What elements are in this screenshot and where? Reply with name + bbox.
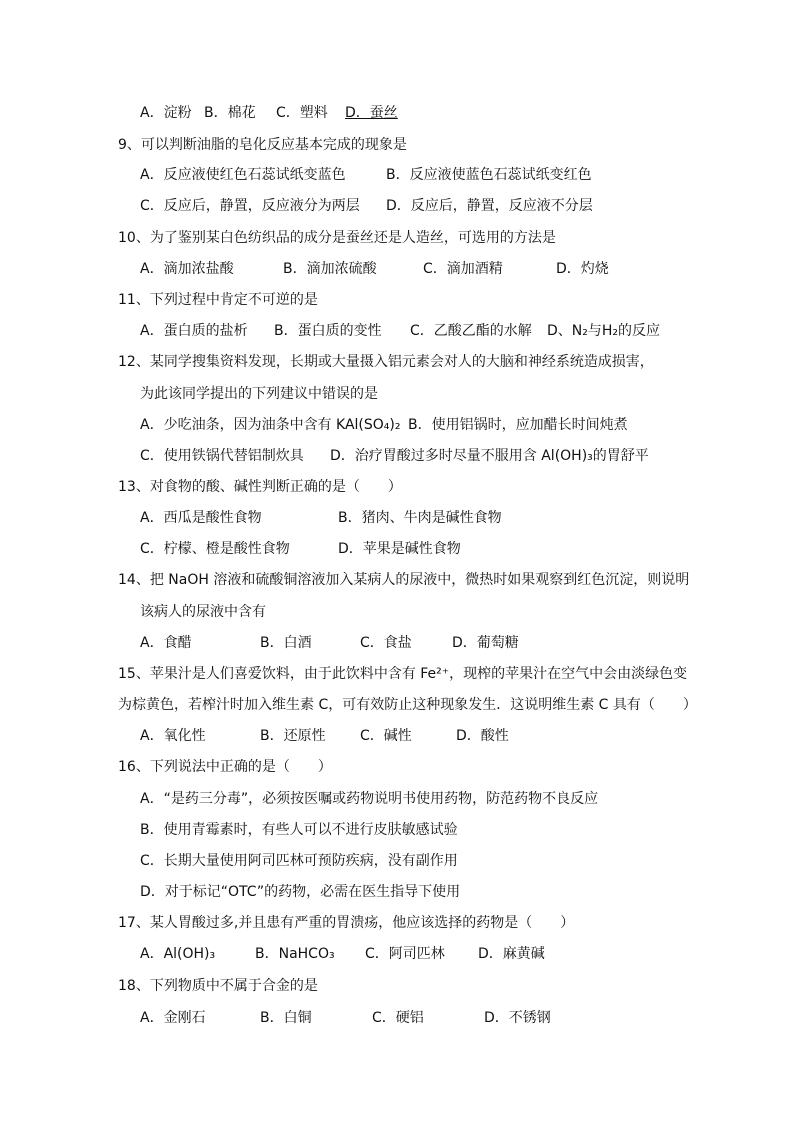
q13-option-c: C．柠檬、橙是酸性食物 [140,541,290,557]
q17-option-b: B．NaHCO₃ [255,946,335,962]
question-12-stem: 12、某同学搜集资料发现，长期或大量摄入铝元素会对人的大脑和神经系统造成损害， [118,354,654,370]
q11-option-b: B．蛋白质的变性 [274,323,382,339]
q16-option-c: C．长期大量使用阿司匹林可预防疾病，没有副作用 [140,853,458,869]
q12-option-a: A．少吃油条，因为油条中含有 KAl(SO₄)₂ [140,417,401,433]
q10-option-a: A．滴加浓盐酸 [140,261,234,277]
question-9-stem: 9、可以判断油脂的皂化反应基本完成的现象是 [118,137,407,153]
q12-option-c: C．使用铁锅代替铝制炊具 [140,448,304,464]
q14-option-b: B．白酒 [260,635,312,651]
q15-option-c: C．碱性 [360,728,412,744]
question-13-stem: 13、对食物的酸、碱性判断正确的是（ ） [118,479,402,495]
q14-option-a: A．食醋 [140,635,192,651]
q15-option-d: D．酸性 [456,728,509,744]
q16-option-d: D．对于标记“OTC”的药物，必需在医生指导下使用 [140,884,461,900]
question-14-stem-continued: 该病人的尿液中含有 [140,604,266,620]
question-18-stem: 18、下列物质中不属于合金的是 [118,978,318,994]
question-14-stem: 14、把 NaOH 溶液和硫酸铜溶液加入某病人的尿液中，微热时如果观察到红色沉淀，则说明 [118,572,690,588]
q9-option-b: B．反应液使蓝色石蕊试纸变红色 [386,167,592,183]
q12-option-d: D．治疗胃酸过多时尽量不服用含 Al(OH)₃的胃舒平 [330,448,649,464]
q11-option-d: D、N₂与H₂的反应 [547,323,661,339]
option-d: D．蚕丝 [345,105,398,121]
option-b: B．棉花 [204,105,256,121]
q11-option-c: C．乙酸乙酯的水解 [410,323,532,339]
question-16-stem: 16、下列说法中正确的是（ ） [118,759,332,775]
q13-option-b: B．猪肉、牛肉是碱性食物 [338,510,502,526]
q10-option-d: D．灼烧 [556,261,609,277]
question-15-stem-continued: 为棕黄色，若榨汁时加入维生素 C，可有效防止这种现象发生．这说明维生素 C 具有（ ） [118,697,697,713]
q17-option-a: A．Al(OH)₃ [140,946,216,962]
q18-option-b: B．白铜 [260,1010,312,1026]
q14-option-d: D．葡萄糖 [452,635,519,651]
question-17-stem: 17、某人胃酸过多,并且患有严重的胃溃疡，他应该选择的药物是（ ） [118,915,575,931]
q13-option-d: D．苹果是碱性食物 [338,541,461,557]
q17-option-d: D．麻黄碱 [478,946,545,962]
question-15-stem: 15、苹果汁是人们喜爱饮料，由于此饮料中含有 Fe²⁺，现榨的苹果汁在空气中会由淡绿色变 [118,666,688,682]
q9-option-c: C．反应后，静置，反应液分为两层 [140,198,360,214]
q17-option-c: C．阿司匹林 [365,946,445,962]
q14-option-c: C．食盐 [360,635,412,651]
q10-option-b: B．滴加浓硫酸 [283,261,377,277]
option-a: A．淀粉 [140,105,192,121]
option-c: C．塑料 [276,105,328,121]
q16-option-a: A．“是药三分毒”，必须按医嘱或药物说明书使用药物，防范药物不良反应 [140,791,599,807]
q10-option-c: C．滴加酒精 [423,261,503,277]
question-12-stem-continued: 为此该同学提出的下列建议中错误的是 [140,386,378,402]
q15-option-a: A．氧化性 [140,728,206,744]
q13-option-a: A．西瓜是酸性食物 [140,510,262,526]
q18-option-d: D．不锈钢 [484,1010,551,1026]
question-10-stem: 10、为了鉴别某白色纺织品的成分是蚕丝还是人造丝，可选用的方法是 [118,230,556,246]
question-11-stem: 11、下列过程中肯定不可逆的是 [118,292,318,308]
q9-option-a: A．反应液使红色石蕊试纸变蓝色 [140,167,346,183]
q11-option-a: A．蛋白质的盐析 [140,323,248,339]
q15-option-b: B．还原性 [260,728,326,744]
q18-option-a: A．金刚石 [140,1010,206,1026]
q18-option-c: C．硬铝 [372,1010,424,1026]
q12-option-b: B．使用铝锅时，应加醋长时间炖煮 [408,417,628,433]
q16-option-b: B．使用青霉素时，有些人可以不进行皮肤敏感试验 [140,822,458,838]
q9-option-d: D．反应后，静置，反应液不分层 [386,198,593,214]
